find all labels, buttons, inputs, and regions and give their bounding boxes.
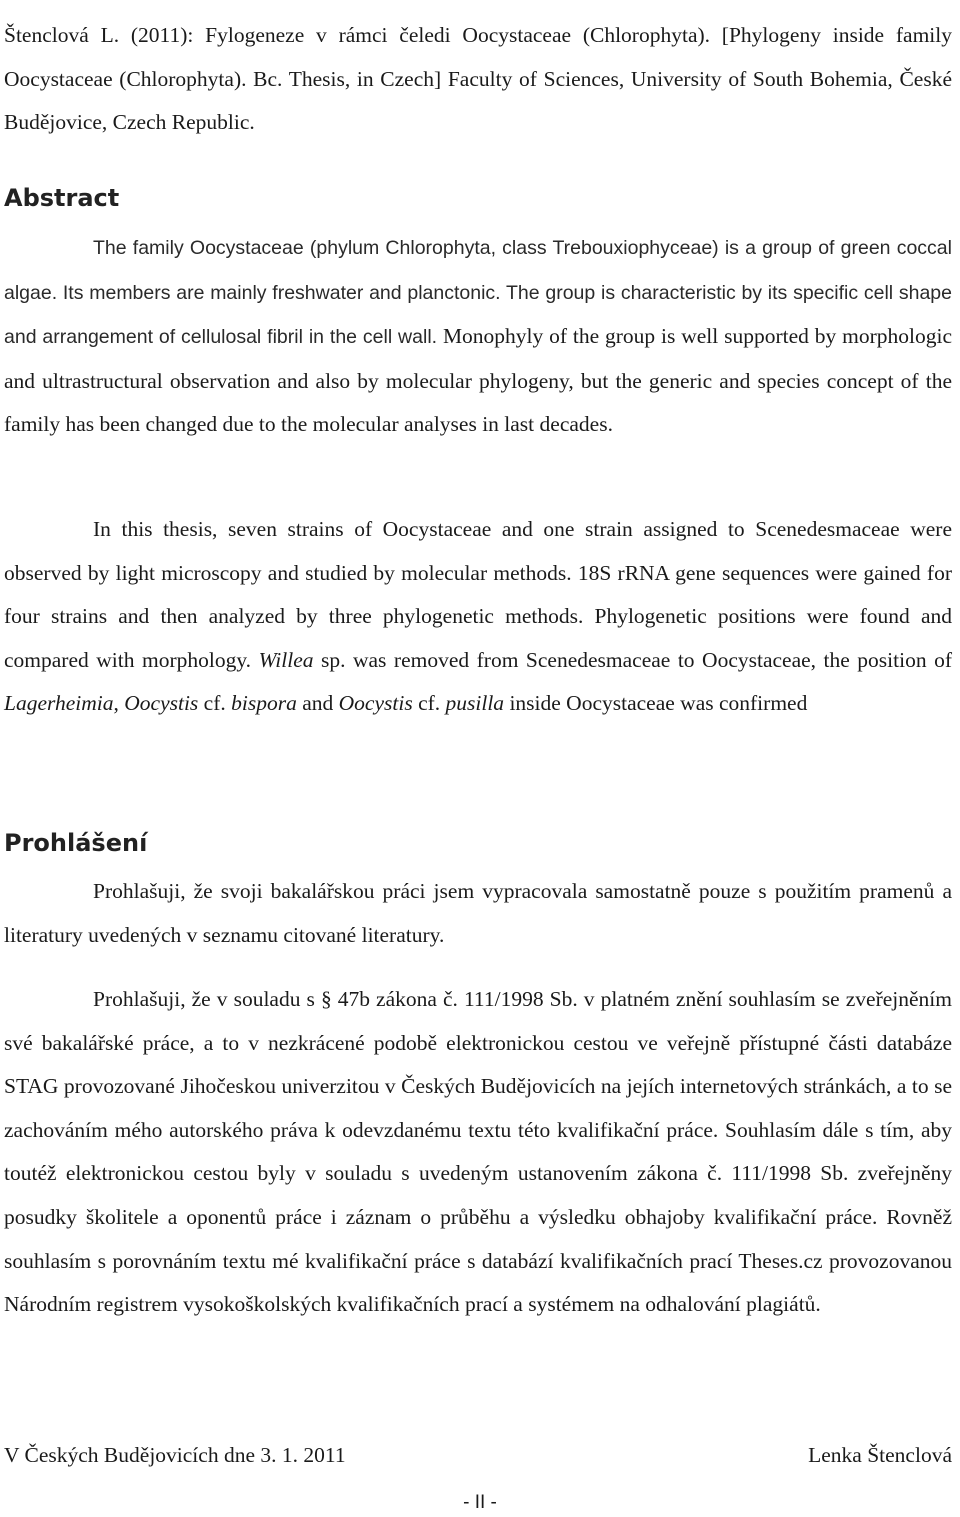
citation: Štenclová L. (2011): Fylogeneze v rámci čeledi Oocystaceae (Chlorophyta). [Phylogeny inside family Oocystaceae (Chlorophyta). Bc. Thesis, in Czech] Faculty of Sciences, University of South Bohemia, České Budějovice, Czech Republic.	[4, 23, 952, 135]
declaration-paragraph-1: Prohlašuji, že svoji bakalářskou práci jsem vypracovala samostatně pouze s použitím pramenů a literatury uvedených v seznamu citované literatury.	[4, 879, 952, 947]
abstract-serif-text: Monophyly of the group is well supported by morphologic and ultrastructural observation and also by molecular phylogeny, but the generic and species concept of the family has been changed due to the molecular analyses in last decades.	[4, 324, 952, 437]
abstract-sans-text: The family Oocystaceae (phylum Chlorophyta, class Trebouxiophyceae) is a group of green coccal algae. Its members are mainly freshwater and planctonic. The group is characteristic by its specific cell shape and arrangement of cellulosal fibril in the cell wall.	[4, 237, 952, 349]
abstract-paragraph-2	[4, 508, 952, 726]
signature-row	[4, 1438, 952, 1472]
place-date: V Českých Budějovicích dne 3. 1. 2011	[4, 1443, 346, 1467]
abstract-p2-text-7: inside Oocystaceae was confirmed	[504, 691, 808, 716]
declaration-paragraph-2: Prohlašuji, že v souladu s § 47b zákona č. 111/1998 Sb. v platném znění souhlasím se zveřejněním své bakalářské práce, a to v nezkrácené podobě elektronickou cestou ve veřejně přístupné části databáze STAG provozované Jihočeskou univerzitou v Českých Budějovicích na jejích internetových stránkách, a to se zachováním mého autorského práva k odevzdanému textu této kvalifikační práce. Souhlasím dále s tím, aby toutéž elektronickou cestou byly v souladu s uvedeným ustanovením zákona č. 111/1998 Sb. zveřejněny posudky školitele a oponentů práce i záznam o průběhu a výsledku obhajoby kvalifikační práce. Rovněž souhlasím s porovnáním textu mé kvalifikační práce s databází kvalifikačních prací Theses.cz provozovanou Národním registrem vysokoškolských kvalifikačních prací a systémem na odhalování plagiátů.	[4, 987, 952, 1317]
taxon-willea: Willea	[258, 647, 314, 672]
abstract-heading: Abstract	[4, 184, 120, 212]
taxon-oocystis-2: Oocystis	[338, 691, 413, 716]
declaration-heading: Prohlášení	[4, 829, 148, 857]
document-page	[4, 0, 956, 1517]
taxon-bispora: bispora	[231, 691, 297, 716]
abstract-p2-text-1: In this thesis, seven strains of Oocystaceae and one strain assigned to Scenedesmaceae were observed by light microscopy and studied by molecular methods. 18S rRNA gene sequences were gained for four strains and then analyzed by three phylogenetic methods. Phylogenetic positions were found and compared with morphology.	[4, 517, 952, 672]
abstract-p2-text-4: cf.	[198, 691, 232, 716]
abstract-body	[4, 226, 952, 447]
abstract-p2-text-5: and	[296, 691, 339, 716]
abstract-paragraph-1	[4, 226, 952, 447]
author-name: Lenka Štenclová	[808, 1443, 952, 1467]
abstract-p2-text-3: ,	[113, 691, 125, 716]
taxon-lagerheimia: Lagerheimia	[4, 691, 114, 716]
abstract-p2-text-2: sp. was removed from Scenedesmaceae to Oocystaceae, the position of	[313, 647, 952, 672]
abstract-p2-text-6: cf.	[412, 691, 446, 716]
taxon-oocystis-1: Oocystis	[124, 691, 199, 716]
page-number: - II -	[463, 1492, 497, 1513]
taxon-pusilla: pusilla	[445, 691, 505, 716]
